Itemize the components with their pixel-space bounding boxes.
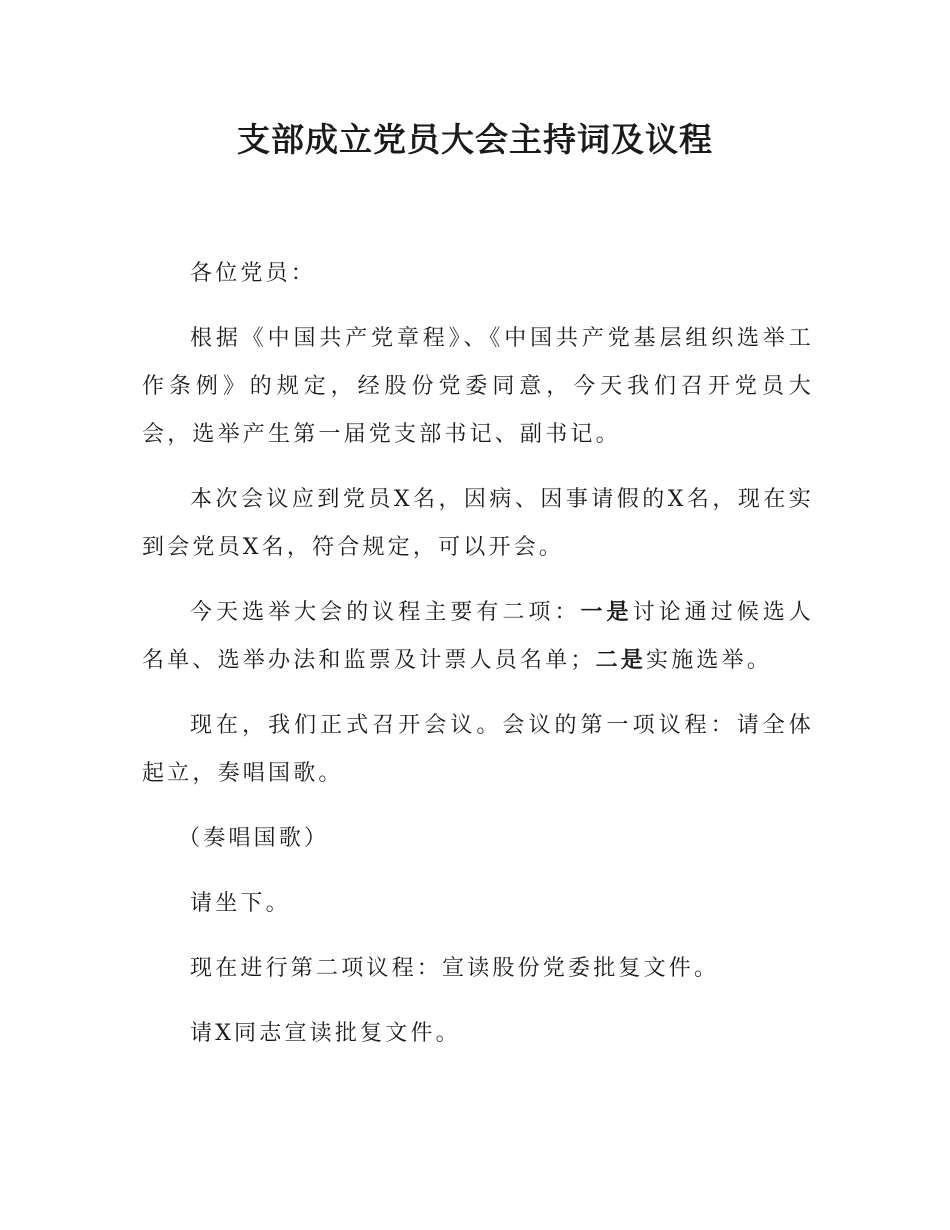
agenda-intro: 今天选举大会的议程主要有二项： [190, 600, 581, 625]
paragraph-anthem-note: （奏唱国歌） [178, 826, 330, 851]
paragraph-anthem: 现在，我们正式召开会议。会议的第一项议程：请全体起立，奏唱国歌。 [142, 713, 814, 786]
paragraph-sit-down: 请坐下。 [190, 891, 291, 916]
salutation: 各位党员： [190, 261, 317, 286]
paragraph-agenda [142, 589, 814, 685]
document-body [142, 250, 814, 1075]
paragraph-read-document: 请X同志宣读批复文件。 [190, 1021, 461, 1046]
agenda-first-label: 一是 [580, 600, 633, 625]
agenda-second-label: 二是 [595, 648, 647, 673]
paragraph-attendance: 本次会议应到党员X名，因病、因事请假的X名，现在实到会党员X名，符合规定，可以开会。 [142, 487, 814, 560]
document-title: 支部成立党员大会主持词及议程 [237, 120, 713, 159]
paragraph-regulations: 根据《中国共产党章程》、《中国共产党基层组织选举工作条例》的规定，经股份党委同意，今天我们召开党员大会，选举产生第一届党支部书记、副书记。 [142, 326, 814, 447]
paragraph-second-item: 现在进行第二项议程：宣读股份党委批复文件。 [190, 956, 720, 981]
agenda-first-text: 讨论通过候选人名单、选举办法和监票及计票人员名单； [142, 600, 814, 673]
agenda-second-text: 实施选举。 [646, 648, 773, 673]
